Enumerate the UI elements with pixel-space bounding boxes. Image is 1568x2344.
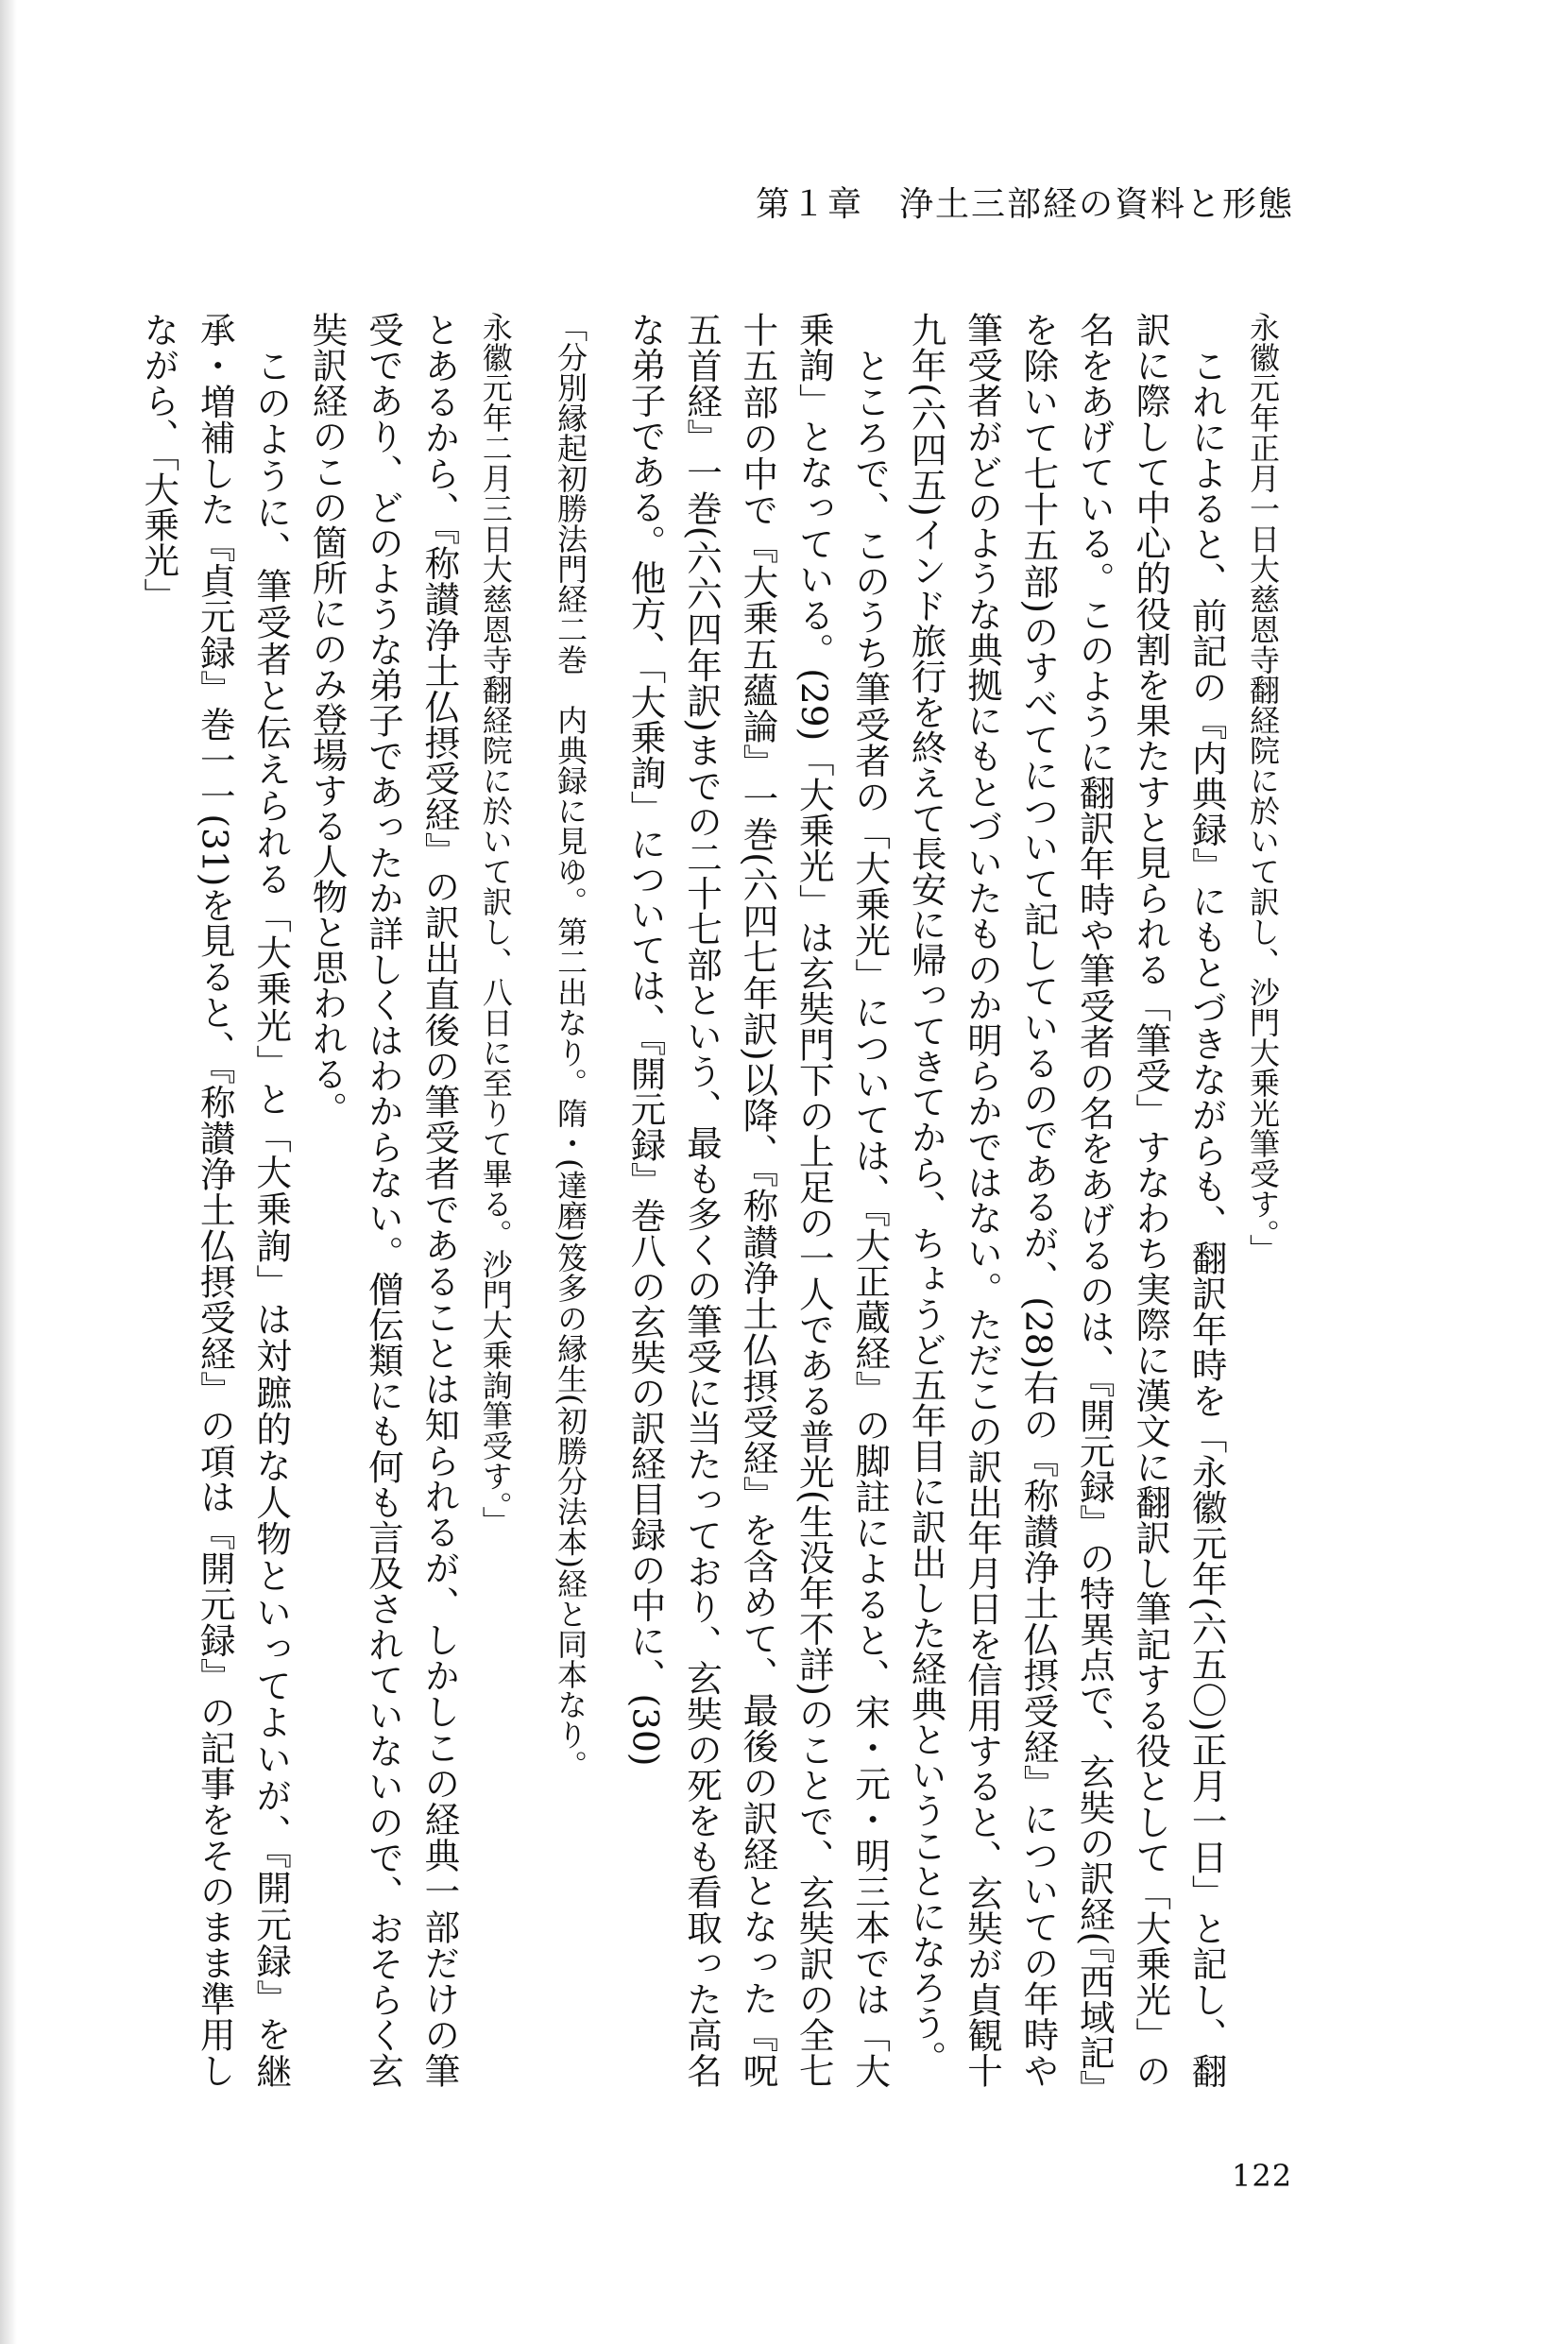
paragraph: これによると、前記の『内典録』にもとづきながらも、翻訳年時を「永徽元年(六五〇)正月一日」と記し、翻訳に際して中心的役割を果たすと見られる「筆受」すなわち実際に漢文に翻訳し筆記する役として「大乗光」の名をあげている。このように翻訳年時や筆受者の名をあげるのは、『開元録』の特異点で、玄奘の訳経(『西域記』を除いて七十五部)のすべてについて記しているのであるが、(28)右の『称讃浄土仏摂受経』についての年時や筆受者がどのような典拠にもとづいたものか明らかではない。ただこの訳出年月日を信用すると、玄奘が貞観十九年(六四五)インド旅行を終えて長安に帰ってきてから、ちょうど五年目に訳出した経典ということになろう。 — [905, 312, 1228, 2089]
page-number: 122 — [1232, 2158, 1293, 2194]
body-text — [138, 312, 1309, 2089]
quote-line: 永徽元年正月一日大慈恩寺翻経院に於いて訳し、沙門大乗光筆受す。」 — [1245, 312, 1281, 1264]
running-head: 第１章 浄土三部経の資料と形態 — [755, 185, 1294, 224]
quote-line: 永徽元年二月三日大慈恩寺翻経院に於いて訳し、八日に至りて畢る。沙門大乗詢筆受す。」 — [477, 312, 514, 1536]
scan-edge-shadow — [0, 0, 17, 2344]
quote-line: 「分別縁起初勝法門経二巻 内典録に見ゆ。第二出なり。隋・(達磨)笈多の縁生(初勝分法本)経と同本なり。 — [553, 312, 589, 1780]
paragraph: このように、筆受者と伝えられる「大乗光」と「大乗詢」は対蹠的な人物といってよいが、『開元録』を継承・増補した『貞元録』巻一一(31)を見ると、『称讃浄土仏摂受経』の項は『開元録』の記事をそのまま準用しながら、「大乗光」 — [138, 312, 293, 2088]
paragraph: ところで、このうち筆受者の「大乗光」については、『大正蔵経』の脚註によると、宋・元・明三本では「大乗詢」となっている。(29)「大乗光」は玄奘門下の上足の一人である普光(生没年不詳)のことで、玄奘訳の全七十五部の中で『大乗五蘊論』一巻(六四七年訳)以降、『称讃浄土仏摂受経』を含めて、最後の訳経となった『呪五首経』一巻(六六四年訳)までの二十七部という、最も多くの筆受に当たっており、玄奘の死をも看取った高名な弟子である。他方、「大乗詢」については、『開元録』巻八の玄奘の訳経目録の中に、(30) — [624, 312, 892, 2088]
paragraph: とあるから、『称讃浄土仏摂受経』の訳出直後の筆受者であることは知られるが、しかしこの経典一部だけの筆受であり、どのような弟子であったか詳しくはわからない。僧伝類にも何も言及されていないので、おそらく玄奘訳経のこの箇所にのみ登場する人物と思われる。 — [306, 312, 461, 2089]
